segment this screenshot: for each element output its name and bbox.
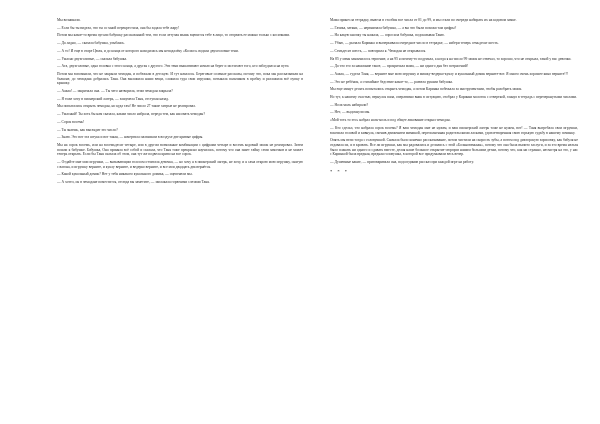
paragraph: — Нет, — выдохнули мы. [330, 110, 371, 115]
paragraph: — Ужасно двухголовые, — сказала бабушка. [57, 56, 128, 61]
paragraph: Но тут, к нашему счастью, вернулся папа, оперативно вник в ситуацию, отобрал у Каринки молоток с отверткой, глянул в тетрадь с перечеркнутыми числами. [330, 95, 578, 100]
paragraph: — Гачика, заткни, — нервничала бабушка, — а вы что были похожи там цифры? [330, 25, 457, 30]
paragraph: — Да что это за наказание такое, — прокричала мама, — ни одного дня без потрясений! [330, 64, 469, 69]
paragraph: — Душевные какие, — приговаривала она, подсоединив рассказ при каждой игре на работу. [330, 160, 474, 165]
paragraph: — Убью, — рычала Каринка и вычеркивала очередное число в тетрадке, — набери теперь семьдесят шесть. [330, 41, 499, 46]
paragraph: Потом мы какое-то время пугали бабушку рассказанной тем, что если летучая мышь вцепится тебе в лицо, то оторвать ее можно только с косичками. [57, 33, 291, 38]
paragraph: — Знаю. Это вот эта штука и вот такая, — начертила пальчиком в воздухе две кривые цифры. [57, 135, 204, 140]
paragraph: — Если бы ты видела, что ты со мной перекрестила, она бы задала тебе жару! [57, 25, 180, 30]
paragraph: — Ага, двухголовые, одна головка с этого конца, а другая с другого. Эти тени вышагивают ночью на берег и застигают того, кто заблудился на пути. [57, 64, 290, 69]
paragraph: Мы еще минут десять попытались открыть чемодан, а потом Каринка побежала за инструментами, чтобы разобрать замок. [330, 87, 523, 92]
paragraph: — Я тоже хочу в пионерский лагерь, — зашумела Таня, отступая назад. [57, 96, 169, 101]
paragraph: — А хотел, он в чемодане поместится, отсюда вы заметите, — заплакала горючими слезами Таня. [57, 180, 210, 185]
paragraph: — Да ладно, — сказала бабушка, улыбаясь. [57, 41, 125, 46]
section-break: * * * [330, 168, 349, 174]
paragraph: — Кто сделал, что набрала сорок восемь? Я ваш чемодан мне не нужен, и ваш пионерский лагерь тоже не нужен, вот! — Таня выгребала свои игрушки, вскочила головой и кивнула, сменив движением мимикой, переполненная родительскими ласками, удовлетворенная свою горькую судьбу в нашему починку. [330, 125, 578, 135]
paragraph: — Ноль-ноль набирали? [330, 102, 369, 107]
paragraph: — Какой кукольный домик? Нет у тебя никакого кукольного домика, — оцепенели мы. [57, 172, 193, 177]
paragraph: — Ааааа! — закричала она. — Ты чего натворила, этим чемодан закрыла? [57, 89, 173, 94]
paragraph: — Отдайте мне мои игрушки, — вызывающим голосом отчитала девочка, — но хочу я в пионерский лагерь, не хочу, и я сама открою мою игрушку, снятую с вагона, и игрушку верните, и куклу верните, и ведерко верните, и все мои двадцать два вернётся. [57, 160, 303, 169]
left-page [57, 18, 303, 414]
paragraph: — Сорок восемь! [57, 119, 85, 124]
paragraph: — На какую кнопку ты нажала, — спросила бабушка, подсказывая Таню. [330, 33, 445, 38]
paragraph: Мы попытались открыть чемодан, но куда там! Не число 27 такие хитрые не реагировал. [57, 104, 197, 109]
paragraph: «Мой тоть то это» набрал ноль-ноль и под общее ликование открыл чемодан. [330, 118, 451, 123]
paragraph: Мы возникали. [57, 18, 81, 22]
paragraph: Мы на сорок восемь, или на восемьдесят четыре, или в другом возможные комбинации с цифрами четыре и восемь кодовый замок не реагировал. Затем пошли к бабушке. Бабушка, Она приняла всё собой и сказала, что Таня тоже прекрасно научилась, потому что она знает тайну семи замочков и не может теперь открыть. Если бы Таня сказала об этом, она тут же подвела криво на все сорок. [57, 142, 303, 157]
paragraph: Опять мы вели тогда с головушкой. Сначала было конечно рассказывание, потом чистили на скорость зубы, а потом под дикторскую зарисовку, как бабуля не отдавала их, и в кровать. Все ли игрушки, как мы радовались и делились с этой «Больновенькая», потому что она была выпито заслуги, и за это время нельзя было плакать ни одного и сдавать вместе, делая наше большое открытие-сюрприз нашим большим детям, потому что, как ни странно, несмотря на это, у нас с Каринкой была вредная, вредная головушка, в которой все придумывали весь вечер. [330, 138, 578, 157]
paragraph: — Ты знаешь, как выглядит это число? [57, 127, 118, 132]
paragraph: — Семьдесят шесть, — повторила я. Чемодан не открывался. [330, 48, 427, 53]
paragraph: — А то! И еще в отаре Цюля, и до конца от которого находилась мы неподалёку «Колхоз» водила двухголовые тени. [57, 48, 239, 53]
paragraph: — Это не ребёнок, а стихийное бедствие какое-то, — развела руками бабушка. [330, 79, 453, 84]
paragraph: — Ааааа, — гудела Таня, — верните мне мою игрушку и мишку-ведерко-куклу и кукольный домик верните-вот. Я много очень хорошее кино верните!!! [330, 71, 569, 76]
paragraph: — Ужасный! Ты хоть бы нам сказала, каким число набрала, переда тем, как насовать чемодан? [57, 112, 205, 117]
paragraph: Мама принесла тетрадку, вывела в столбик все числа от 01 до 99, и мы стали по очереди набирать их на кодовом замке. [330, 18, 517, 22]
right-page [330, 18, 578, 414]
paragraph: Потом мы вспомнили, что не закрыли чемодан, и побежали в детскую. И тут началось. Береговые соленые рассказы, потому что, пока мы рассказывали на балконе, до чемодана добралась Таня. Она выложила наши вещи, сложила туда свои игрушки, потыкала пальчиком в пробку и разложила всё пупку в крышку. [57, 71, 303, 86]
paragraph: На 85 у меня закончилось терпение, а на 95 я почему-то подумала, а когда я на число 99 замок не отвечал, то хорошо, что не открыла, такой у вас девочки. [330, 56, 572, 61]
